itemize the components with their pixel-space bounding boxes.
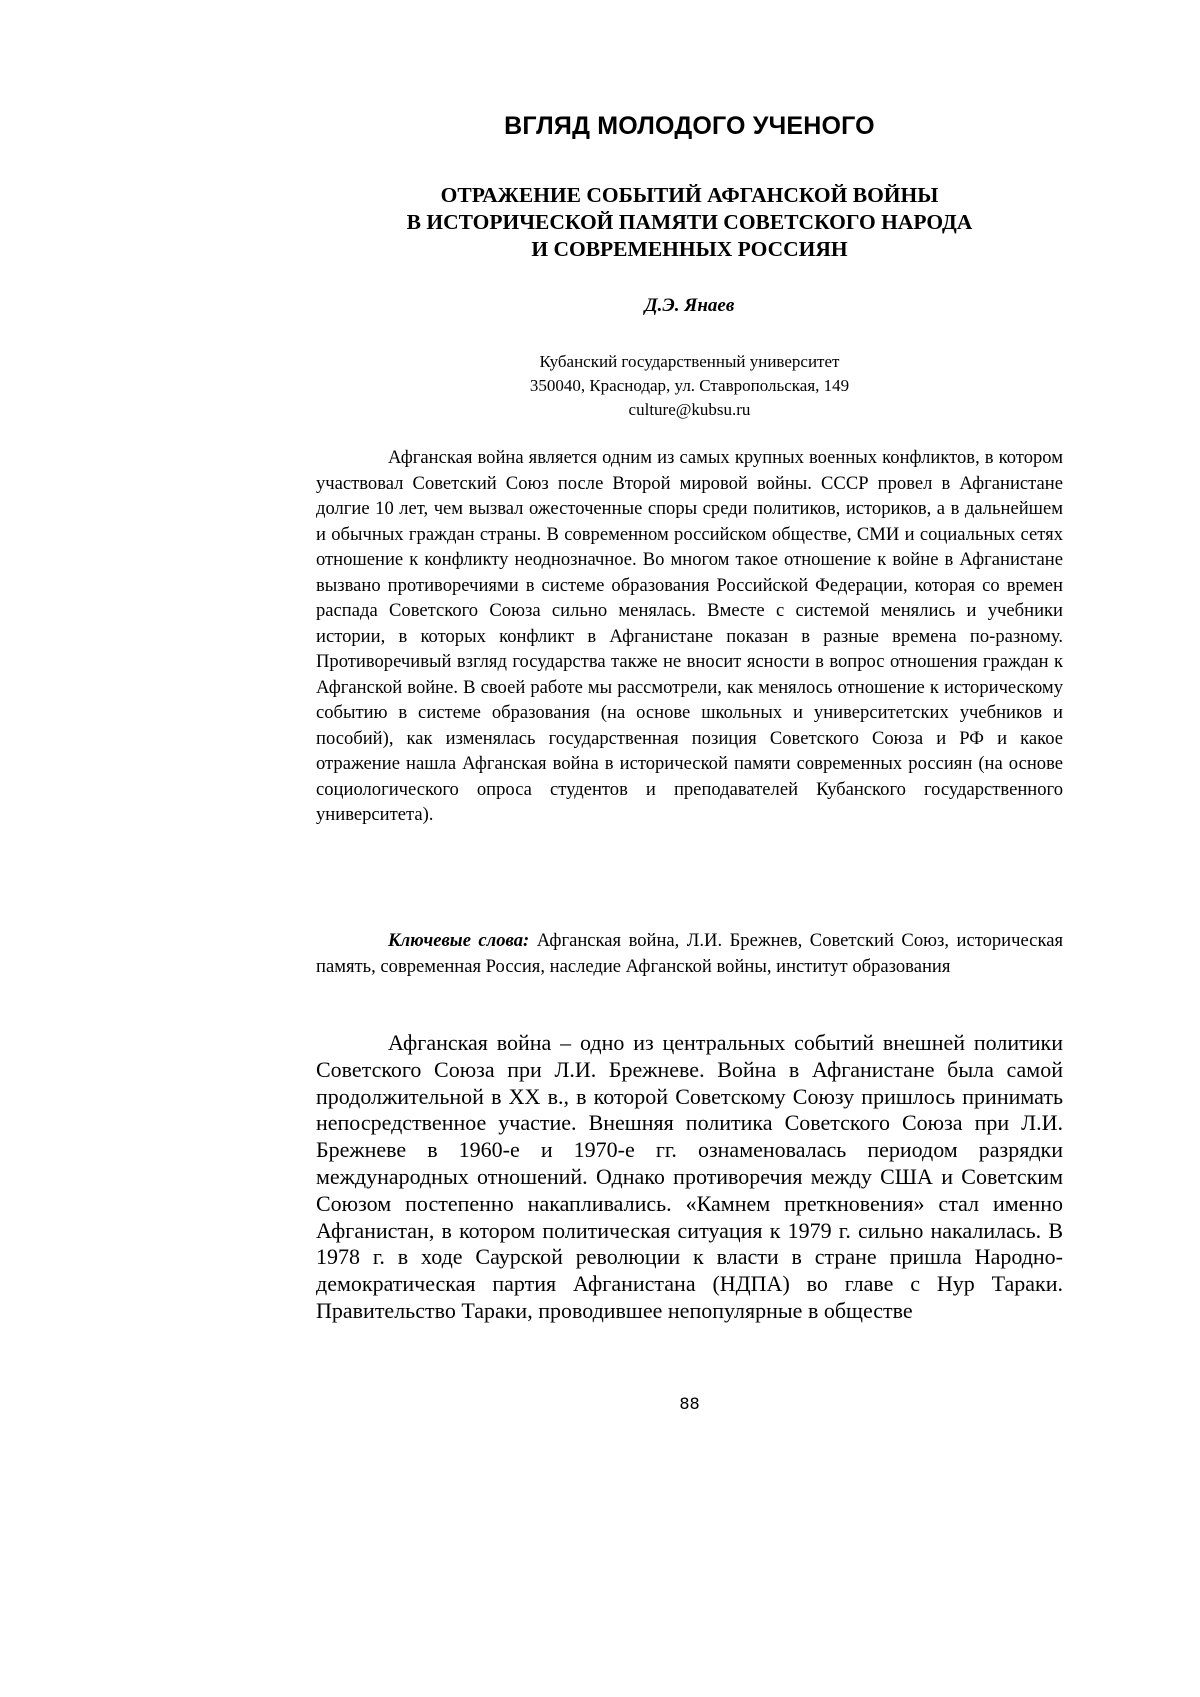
keywords-label: Ключевые слова: [388,930,529,951]
author-email: culture@kubsu.ru [316,398,1063,422]
section-header: ВГЛЯД МОЛОДОГО УЧЕНОГО [316,112,1063,141]
keywords [316,928,1063,979]
title-line: И СОВРЕМЕННЫХ РОССИЯН [316,236,1063,263]
page-number: 88 [316,1394,1063,1413]
abstract: Афганская война является одним из самых крупных военных конфликтов, в котором участвовал Советский Союз после Второй мировой войны. СССР провел в Афганистане долгие 10 лет, чем вызвал ожесточенные споры среди политиков, историков, а в дальнейшем и обычных граждан страны. В современном российском обществе, СМИ и социальных сетях отношение к конфликту неоднозначное. Во многом такое отношение к войне в Афганистане вызвано противоречиями в системе образования Российской Федерации, которая со времен распада Советского Союза сильно менялась. Вместе с системой менялись и учебники истории, в которых конфликт в Афганистане показан в разные времена по-разному. Противоречивый взгляд государства также не вносит ясности в вопрос отношения граждан к Афганской войне. В своей работе мы рассмотрели, как менялось отношение к историческому событию в системе образования (на основе школьных и университетских учебников и пособий), как изменялась государственная позиция Советского Союза и РФ и какое отражение нашла Афганская война в исторической памяти современных россиян (на основе социологического опроса студентов и преподавателей Кубанского государственного университета). [316,445,1063,828]
university-address: 350040, Краснодар, ул. Ставропольская, 149 [316,374,1063,398]
article-title [316,182,1063,263]
keywords-text: Афганская война, Л.И. Брежнев, Советский Союз, историческая память, современная Россия, наследие Афганской войны, институт образования [316,930,1063,977]
author-name: Д.Э. Янаев [316,295,1063,317]
title-line: ОТРАЖЕНИЕ СОБЫТИЙ АФГАНСКОЙ ВОЙНЫ [316,182,1063,209]
author-affiliation [316,350,1063,422]
title-line: В ИСТОРИЧЕСКОЙ ПАМЯТИ СОВЕТСКОГО НАРОДА [316,209,1063,236]
body-paragraph: Афганская война – одно из центральных событий внешней политики Советского Союза при Л.И. Брежневе. Война в Афганистане была самой продолжительной в XX в., в которой Советскому Союзу пришлось принимать непосредственное участие. Внешняя политика Советского Союза при Л.И. Брежневе в 1960-е и 1970-е гг. ознаменовалась периодом разрядки международных отношений. Однако противоречия между США и Советским Союзом постепенно накапливались. «Камнем преткновения» стал именно Афганистан, в котором политическая ситуация к 1979 г. сильно накалилась. В 1978 г. в ходе Саурской революции к власти в стране пришла Народно-демократическая партия Афганистана (НДПА) во главе с Нур Тараки. Правительство Тараки, проводившее непопулярные в обществе [316,1030,1063,1325]
university-name: Кубанский государственный университет [316,350,1063,374]
